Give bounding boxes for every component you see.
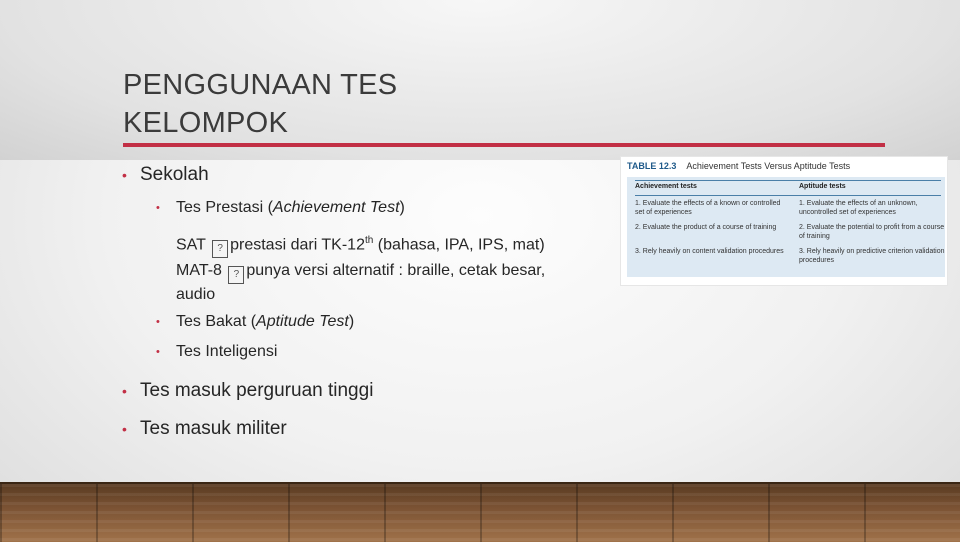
table-rule-top (635, 180, 941, 181)
bullet-tes-prestasi (156, 199, 405, 217)
title-line-1: PENGGUNAAN TES (123, 69, 398, 101)
bullet-sekolah (122, 164, 209, 186)
bullet-tes-perguruan (122, 380, 373, 402)
table-col-achievement: Achievement tests (635, 183, 697, 190)
bullet-icon: • (122, 420, 127, 437)
title-divider (123, 143, 885, 147)
table-cell: 2. Evaluate the product of a course of training (635, 224, 777, 231)
text-prefix: Tes Bakat ( (176, 313, 257, 330)
sat-mid: prestasi dari TK-12 (230, 236, 365, 254)
bullet-tes-bakat (156, 313, 354, 331)
slide-title (123, 66, 683, 142)
mat8-post: punya versi alternatif : braille, cetak besar, (246, 262, 546, 279)
title-line-2: KELOMPOK (123, 107, 289, 139)
bullet-icon: • (156, 315, 160, 328)
text-suffix: ) (399, 199, 405, 216)
table-rule-header (635, 195, 941, 196)
text-suffix: ) (348, 313, 355, 330)
table-number: TABLE 12.3 (627, 161, 677, 171)
bullet-icon: • (122, 382, 127, 399)
bullet-icon: • (122, 166, 127, 183)
table-cell: 3. Rely heavily on predictive criterion validation procedures (799, 248, 945, 264)
table-header (627, 161, 850, 171)
bullet-tes-inteligensi (156, 343, 277, 361)
wood-floor (0, 482, 960, 542)
text-italic: Achievement Test (272, 199, 400, 216)
missing-glyph-icon: ? (212, 240, 228, 258)
bullet-icon: • (156, 201, 160, 214)
line-mat8 (176, 260, 545, 306)
table-cell: 1. Evaluate the effects of an unknown, uncontrolled set of experiences (799, 200, 918, 216)
sat-post: (bahasa, IPA, IPS, mat) (373, 236, 545, 254)
line-sat (176, 230, 545, 258)
sat-sup: th (364, 235, 374, 246)
table-body (627, 177, 945, 277)
bullet-tes-militer (122, 418, 287, 440)
table-cell: 1. Evaluate the effects of a known or controlled set of experiences (635, 200, 781, 216)
text-prefix: Tes Prestasi ( (176, 199, 273, 216)
bullet-text: Tes masuk perguruan tinggi (140, 380, 374, 401)
table-col-aptitude: Aptitude tests (799, 183, 846, 190)
sat-pre: SAT (176, 236, 211, 254)
bullet-icon: • (156, 345, 160, 358)
table-cell: 2. Evaluate the potential to profit from a course of training (799, 224, 945, 240)
text-italic: Aptitude Test (256, 313, 349, 330)
bullet-text: Tes Inteligensi (176, 343, 278, 360)
comparison-table-image (620, 156, 948, 286)
table-cell: 3. Rely heavily on content validation procedures (635, 248, 784, 255)
mat8-pre: MAT-8 (176, 262, 227, 279)
missing-glyph-icon: ? (228, 266, 244, 284)
bullet-text: Tes masuk militer (140, 418, 287, 439)
table-caption: Achievement Tests Versus Aptitude Tests (686, 161, 851, 171)
bullet-text: Sekolah (140, 164, 209, 185)
mat8-cont: audio (176, 286, 216, 303)
